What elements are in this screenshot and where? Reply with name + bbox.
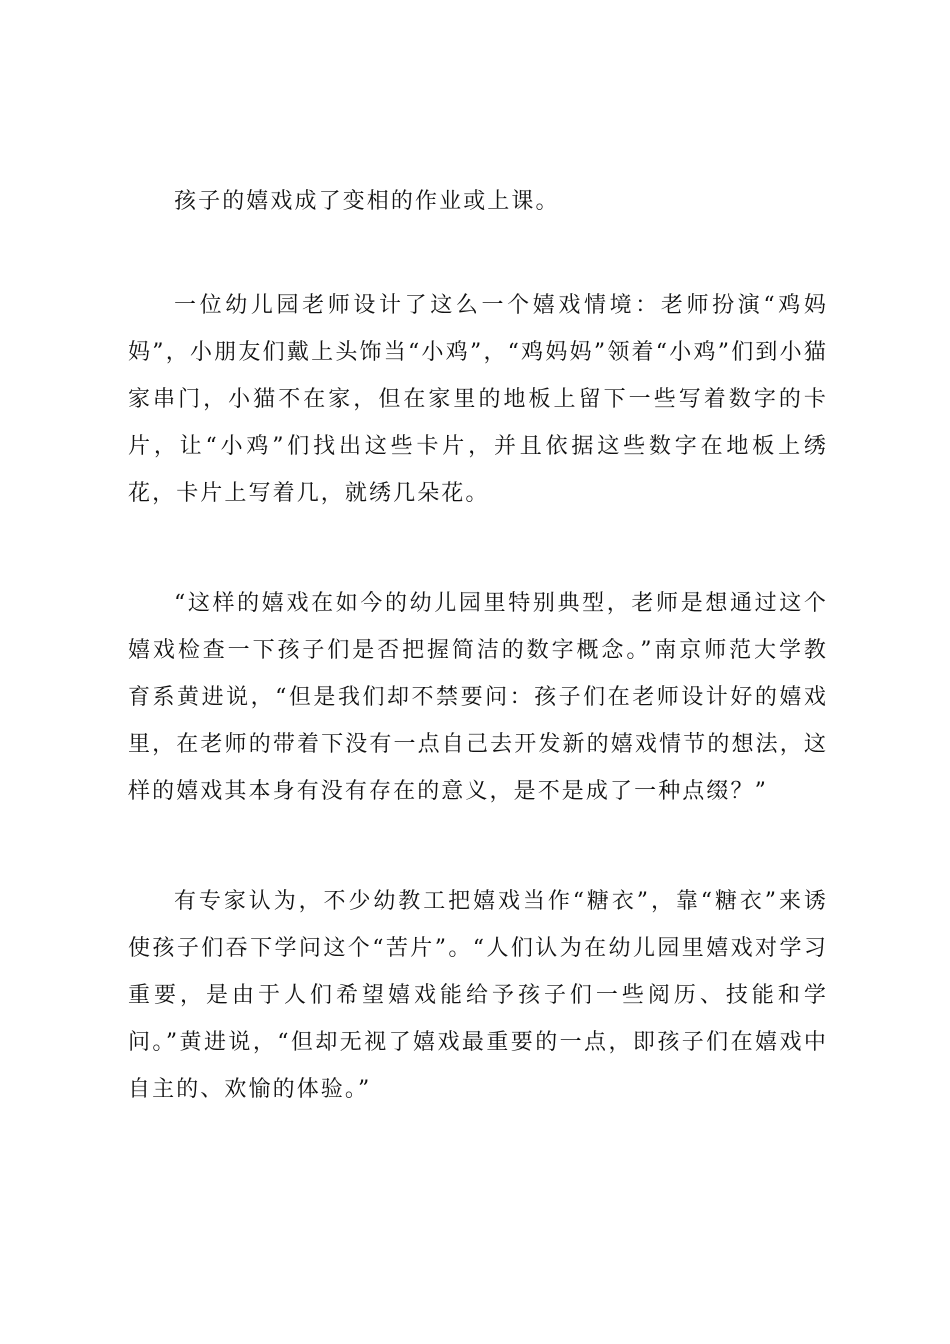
paragraph-1: 孩子的嬉戏成了变相的作业或上课。	[174, 189, 560, 214]
paragraph-4: 有专家认为，不少幼教工把嬉戏当作“糖衣”，靠“糖衣”来诱使孩子们吞下学问这个“苦片”。“人们认为在幼儿园里嬉戏对学习重要，是由于人们希望嬉戏能给予孩子们一些阅历、技能和学问。”黄进说，“但却无视了嬉戏最重要的一点，即孩子们在嬉戏中自主的、欢愉的体验。”	[128, 889, 828, 1102]
paragraph-2: 一位幼儿园老师设计了这么一个嬉戏情境：老师扮演“鸡妈妈”，小朋友们戴上头饰当“小鸡”，“鸡妈妈”领着“小鸡”们到小猫家串门，小猫不在家，但在家里的地板上留下一些写着数字的卡片，让“小鸡”们找出这些卡片，并且依据这些数字在地板上绣花，卡片上写着几，就绣几朵花。	[128, 293, 828, 506]
paragraph-3: “这样的嬉戏在如今的幼儿园里特别典型，老师是想通过这个嬉戏检查一下孩子们是否把握简洁的数字概念。”南京师范大学教育系黄进说，“但是我们却不禁要问：孩子们在老师设计好的嬉戏里，在老师的带着下没有一点自己去开发新的嬉戏情节的想法，这样的嬉戏其本身有没有存在的意义，是不是成了一种点缀？”	[128, 591, 828, 804]
